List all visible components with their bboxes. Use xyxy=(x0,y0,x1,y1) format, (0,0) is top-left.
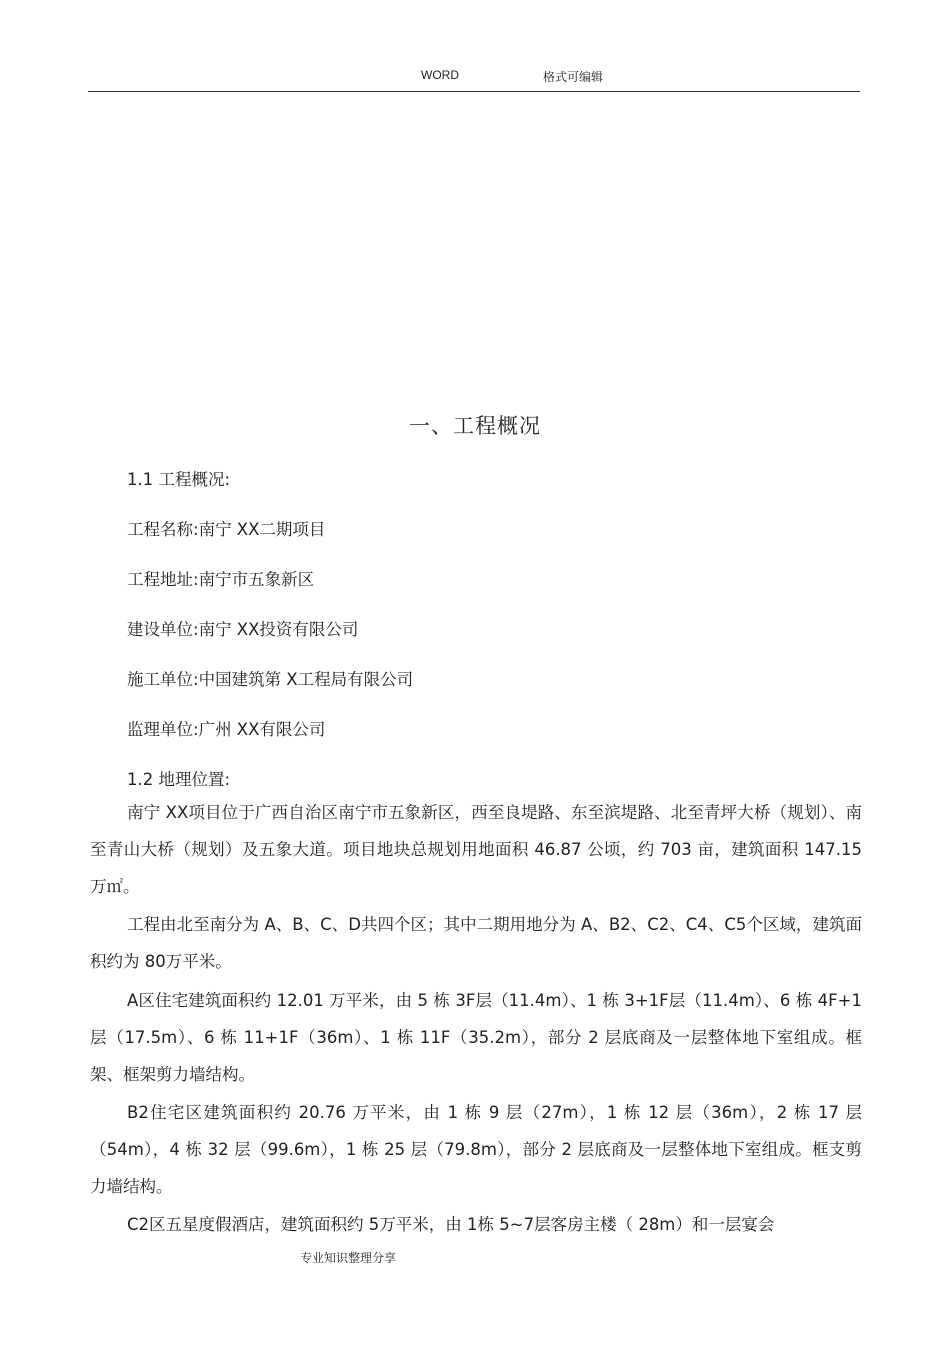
header-word-label: WORD xyxy=(421,68,459,82)
info-value: 南宁 XX二期项目 xyxy=(198,520,326,539)
paragraph-zone-b2: B2住宅区建筑面积约 20.76 万平米，由 1 栋 9 层（27m），1 栋 12 层（36m），2 栋 17 层（54m），4 栋 32 层（99.6m），1 栋 25 层（79.8m），部分 2 层底商及一层整体地下室组成。框支剪力墙结构。 xyxy=(90,1103,862,1196)
paragraph-location: 南宁 XX项目位于广西自治区南宁市五象新区，西至良堤路、东至滨堤路、北至青坪大桥（规划）、南至青山大桥（规划）及五象大道。项目地块总规划用地面积 46.87 公顷，约 703 亩，建筑面积 147.15 万㎡。 xyxy=(90,803,862,896)
header-editable-label: 格式可编辑 xyxy=(543,70,604,84)
info-value: 南宁 XX投资有限公司 xyxy=(198,620,359,639)
info-label: 施工单位: xyxy=(127,670,199,689)
paragraph-zones: 工程由北至南分为 A、B、C、D共四个区；其中二期用地分为 A、B2、C2、C4、C5个区域，建筑面积约为 80万平米。 xyxy=(90,915,862,971)
section-title: 一、工程概况 xyxy=(409,414,541,438)
info-row-project-address xyxy=(127,566,314,590)
info-label: 工程地址: xyxy=(127,570,199,589)
info-row-owner xyxy=(127,616,358,640)
subsection-heading-location: 1.2 地理位置: xyxy=(127,770,231,789)
paragraph-zone-c2: C2区五星度假酒店，建筑面积约 5万平米，由 1栋 5~7层客房主楼（ 28m）和一层宴会 xyxy=(127,1215,775,1234)
info-value: 中国建筑第 X工程局有限公司 xyxy=(198,670,414,689)
info-row-supervisor xyxy=(127,716,325,740)
subsection-heading-overview: 1.1 工程概况: xyxy=(127,470,231,489)
info-label: 建设单位: xyxy=(127,620,199,639)
paragraph-zone-a: A区住宅建筑面积约 12.01 万平米，由 5 栋 3F层（11.4m）、1 栋 3+1F层（11.4m）、6 栋 4F+1层（17.5m）、6 栋 11+1F（36m）、1 栋 11F（35.2m），部分 2 层底商及一层整体地下室组成。框架、框架剪力墙结构。 xyxy=(90,991,862,1084)
page-header xyxy=(88,66,860,92)
page-footer: 专业知识整理分享 xyxy=(300,1251,397,1265)
info-row-contractor xyxy=(127,666,413,690)
info-value: 广州 XX有限公司 xyxy=(198,720,326,739)
info-value: 南宁市五象新区 xyxy=(198,570,315,589)
info-row-project-name xyxy=(127,516,325,540)
info-label: 监理单位: xyxy=(127,720,199,739)
info-label: 工程名称: xyxy=(127,520,199,539)
